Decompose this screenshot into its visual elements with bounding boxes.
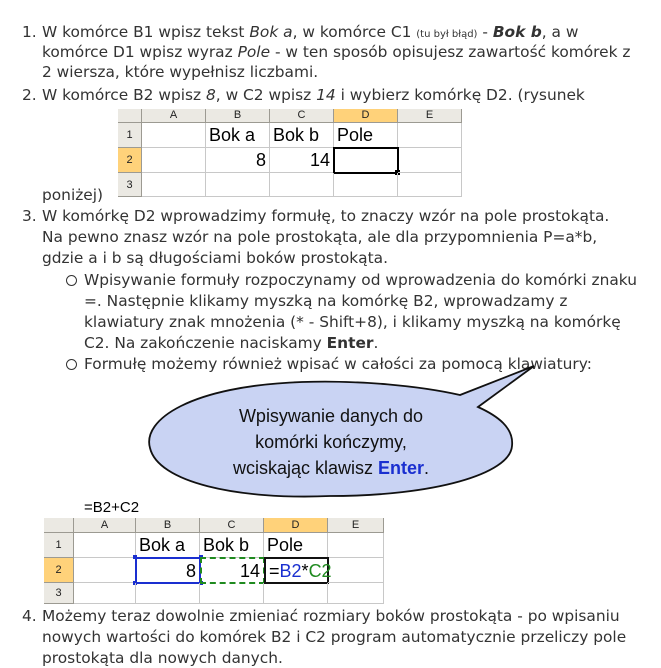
cell-c1[interactable]: Bok b	[200, 533, 264, 558]
text-italic: Bok a	[249, 23, 293, 41]
cell-c3[interactable]	[200, 583, 264, 604]
cell-e1[interactable]	[328, 533, 384, 558]
text: komórce D1 wpisz wyraz	[42, 43, 238, 61]
text: W komórce B1 wpisz tekst	[42, 23, 250, 41]
item-4-line-3: prostokąta dla nowych danych.	[42, 649, 283, 667]
formula-equals: =	[269, 561, 280, 581]
cell-a3[interactable]	[74, 583, 136, 604]
cell-e3[interactable]	[328, 583, 384, 604]
spreadsheet-2	[44, 518, 384, 604]
item-1-line-3: 2 wiersza, które wypełnisz liczbami.	[42, 63, 319, 81]
row-header-3[interactable]: 3	[118, 173, 142, 197]
text-bold-italic: Bok b	[492, 23, 542, 41]
callout-line-2: komórki kończymy,	[255, 432, 407, 452]
text-italic: 14	[316, 86, 336, 104]
column-header-e[interactable]: E	[328, 518, 384, 533]
column-header-c[interactable]: C	[270, 109, 334, 123]
sub-item-1-line-3: klawiatury znak mnożenia (* - Shift+8), i klikamy myszką na komórkę	[84, 313, 621, 331]
item-4-line-2: nowych wartości do komórek B2 i C2 program automatycznie przeliczy pole	[42, 628, 627, 646]
formula-operator: *	[301, 561, 309, 581]
enter-key-label: Enter	[378, 458, 425, 478]
cell-b1[interactable]: Bok a	[206, 123, 270, 148]
column-header-d[interactable]: D	[334, 109, 398, 123]
column-header-b[interactable]: B	[206, 109, 270, 123]
correction-note: (tu był błąd)	[416, 29, 478, 40]
corner-header[interactable]	[44, 518, 74, 533]
text: -	[477, 23, 493, 41]
callout-text	[196, 403, 466, 481]
cell-a2[interactable]	[74, 558, 136, 583]
cell-c2-referenced[interactable]: 14	[200, 557, 265, 584]
row-header-1[interactable]: 1	[118, 123, 142, 148]
text: W komórce B2 wpisz	[42, 86, 206, 104]
text: .	[373, 334, 379, 352]
callout-line-3	[196, 455, 466, 481]
text: , w C2 wpisz	[215, 86, 317, 104]
item-4-number: 4.	[22, 607, 37, 625]
cell-a1[interactable]	[74, 533, 136, 558]
cell-b2-referenced[interactable]: 8	[135, 557, 201, 584]
text: .	[424, 458, 430, 478]
text-italic: Pole	[237, 43, 271, 61]
sub-item-1-line-1: Wpisywanie formuły rozpoczynamy od wprowadzenia do komórki znaku	[84, 271, 637, 289]
callout-line-1: Wpisywanie danych do	[238, 406, 424, 426]
column-header-d[interactable]: D	[264, 518, 328, 533]
column-header-b[interactable]: B	[136, 518, 200, 533]
item-3-line-2: Na pewno znasz wzór na pole prostokąta, ale dla przypomnienia P=a*b,	[42, 228, 598, 246]
text: , a w	[541, 23, 579, 41]
text: i wybierz komórkę D2. (rysunek	[335, 86, 585, 104]
item-2-line-2: poniżej)	[42, 186, 104, 204]
cell-c1[interactable]: Bok b	[270, 123, 334, 148]
sub-item-1-line-2: =. Następnie klikamy myszką na komórkę B2, wprowadzamy z	[84, 292, 568, 310]
column-header-a[interactable]: A	[142, 109, 206, 123]
cell-b3[interactable]	[136, 583, 200, 604]
cell-d1[interactable]: Pole	[264, 533, 328, 558]
text-bold: Enter	[326, 334, 374, 352]
row-header-2[interactable]: 2	[44, 558, 74, 583]
item-3-line-3: gdzie a i b są długościami boków prostokąta.	[42, 249, 388, 267]
range-handle[interactable]	[133, 555, 137, 559]
item-2-number: 2.	[22, 86, 37, 104]
column-header-c[interactable]: C	[200, 518, 264, 533]
formula-ref-b2: B2	[279, 561, 302, 581]
item-4-line-1: Możemy teraz dowolnie zmieniać rozmiary boków prostokąta - po wpisaniu	[42, 607, 620, 625]
cell-e2[interactable]	[328, 558, 384, 583]
cell-b1[interactable]: Bok a	[136, 533, 200, 558]
item-3-line-1: W komórkę D2 wprowadzimy formułę, to znaczy wzór na pole prostokąta.	[42, 207, 610, 225]
cell-b2[interactable]: 8	[206, 148, 270, 173]
text: wciskając klawisz	[232, 458, 378, 478]
text: , w komórce C1	[292, 23, 417, 41]
cell-c2[interactable]: 14	[270, 148, 334, 173]
formula-bar-text: =B2+C2	[84, 499, 140, 516]
cell-d2-formula[interactable]	[264, 557, 332, 584]
formula-ref-c2: C2	[308, 561, 332, 581]
column-header-a[interactable]: A	[74, 518, 136, 533]
row-header-1[interactable]: 1	[44, 533, 74, 558]
column-header-e[interactable]: E	[398, 109, 462, 123]
item-1-number: 1.	[22, 23, 37, 41]
cell-d3[interactable]	[264, 583, 328, 604]
text: - w ten sposób opisujesz zawartość komórek z	[270, 43, 631, 61]
row-header-3[interactable]: 3	[44, 583, 74, 604]
item-3-number: 3.	[22, 207, 37, 225]
row-header-2[interactable]: 2	[118, 148, 142, 173]
sub-item-2-line: Formułę możemy również wpisać w całości za pomocą klawiatury:	[84, 355, 592, 373]
cell-d1[interactable]: Pole	[334, 123, 398, 148]
text-italic: 8	[205, 86, 216, 104]
text: C2. Na zakończenie naciskamy	[84, 334, 327, 352]
